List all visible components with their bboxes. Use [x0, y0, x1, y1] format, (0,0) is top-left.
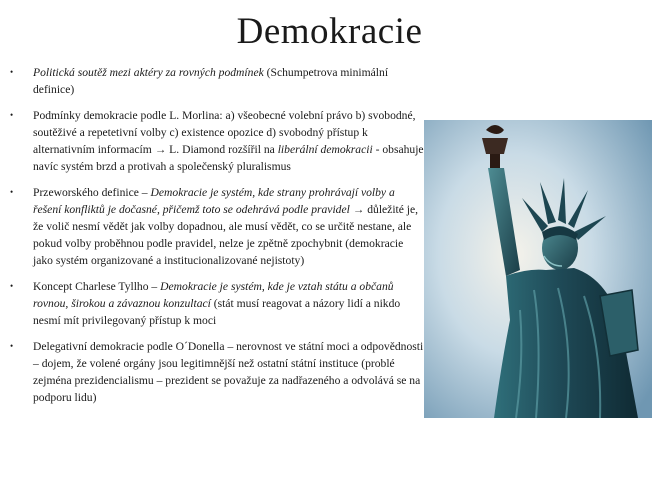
bullet-text: Politická soutěž mezi aktéry za rovných podmínek: [33, 66, 264, 79]
bullet-item: [10, 184, 425, 269]
bullet-text: Podmínky demokracie podle L. Morlina: a) všeobecné volební právo b) svobodné, soutěživé a repetetivní volby c) existence opozice d) svobodný přístup k alternativním informacím → L. Diamond rozšířil na: [33, 109, 416, 156]
bullet-text: Przeworského definice –: [33, 186, 151, 199]
bullet-text: (stát musí reagovat a názory lidí a nikdo nesmí mít privilegovaný přístup k moci: [33, 297, 401, 327]
bullet-text: → důležité je, že volič nesmí vědět jak volby dopadnou, ale musí vědět, co se určitě nestane, ale pokud volby proběhnou podle pravidel, nelze je zpětně zpochybnit (demokracie jako systém organizované a institucionalizované nejistoty): [33, 203, 419, 267]
bullet-text: (Schumpetrova minimální definice): [33, 66, 389, 96]
statue-of-liberty-image: [424, 120, 652, 418]
bullet-text: Delegativní demokracie podle O´Donella – nerovnost ve státní moci a odpovědnosti – dojem, že volené orgány jsou legitimnější než ostatní státní instituce (problé zejména prezidencialismu – prezident se považuje za nadřazeného a odvolává se na podporu lidu): [33, 340, 424, 404]
bullet-text: Demokracie je systém, kde je vztah státu a občanů rovnou, širokou a závaznou konzultací: [33, 280, 394, 310]
slide-title: Demokracie: [236, 11, 423, 52]
bullet-text: Demokracie je systém, kde strany prohrávají volby a řešení konfliktů je dočasné, přičemž toto se odehrává podle pravidel: [33, 186, 395, 216]
bullet-text: Koncept Charlese Tyllho –: [33, 280, 161, 293]
bullet-item: [10, 278, 425, 329]
bullet-item: [10, 64, 425, 98]
bullet-text: liberální demokracii: [277, 143, 373, 156]
bullet-item: [10, 107, 425, 175]
bullet-list: [10, 64, 425, 415]
bullet-text: - obsahuje navíc systém brzd a protivah a společenský pluralismus: [33, 143, 424, 173]
bullet-item: [10, 338, 425, 406]
